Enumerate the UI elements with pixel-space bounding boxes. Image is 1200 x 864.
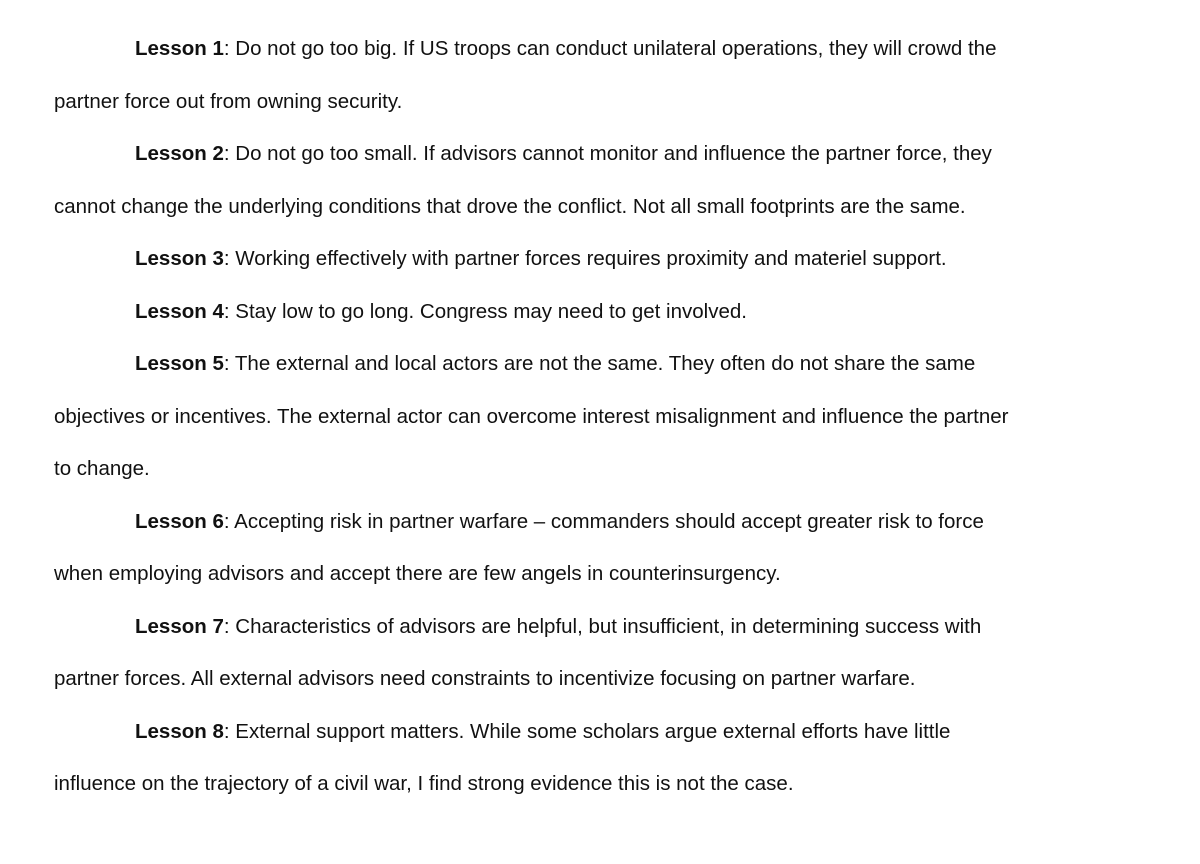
lesson-5-line-3: to change. xyxy=(54,457,150,480)
lesson-3-line-1: Working effectively with partner forces requires proximity and materiel support. xyxy=(235,247,947,270)
lesson-7-line-2: partner forces. All external advisors need constraints to incentivize focusing on partner warfare. xyxy=(54,667,916,690)
lesson-6-paragraph xyxy=(54,496,1134,601)
lesson-8-label: Lesson 8 xyxy=(135,719,224,743)
lesson-4-label: Lesson 4 xyxy=(135,299,224,323)
lesson-3-paragraph xyxy=(54,233,1134,286)
lesson-5-separator: : xyxy=(223,352,235,375)
lesson-6-line-2: when employing advisors and accept there are few angels in counterinsurgency. xyxy=(54,562,781,585)
lesson-8-line-2: influence on the trajectory of a civil war, I find strong evidence this is not the case. xyxy=(54,772,794,795)
lesson-8-line-1: External support matters. While some scholars argue external efforts have little xyxy=(235,719,951,743)
lesson-6-separator: : xyxy=(223,509,235,533)
lesson-2-paragraph xyxy=(54,128,1134,233)
lesson-3-separator: : xyxy=(223,247,236,270)
lesson-2-line-1: Do not go too small. If advisors cannot monitor and influence the partner force, they xyxy=(235,142,992,165)
lesson-7-label: Lesson 7 xyxy=(135,614,224,638)
lesson-6-label: Lesson 6 xyxy=(135,509,224,533)
document-page xyxy=(54,23,1134,811)
lesson-1-label: Lesson 1 xyxy=(135,37,224,60)
lesson-1-separator: : xyxy=(223,37,236,60)
lesson-5-line-1: The external and local actors are not the same. They often do not share the same xyxy=(234,352,976,375)
lesson-2-line-2: cannot change the underlying conditions that drove the conflict. Not all small footprints are the same. xyxy=(54,194,966,218)
lesson-7-separator: : xyxy=(223,614,236,638)
lesson-8-separator: : xyxy=(223,719,236,743)
lesson-1-line-1: Do not go too big. If US troops can conduct unilateral operations, they will crowd the xyxy=(235,37,997,60)
lesson-5-line-2: objectives or incentives. The external actor can overcome interest misalignment and influence the partner xyxy=(54,404,1009,428)
lesson-6-line-1: Accepting risk in partner warfare – commanders should accept greater risk to force xyxy=(234,509,984,533)
lesson-7-paragraph xyxy=(54,601,1134,706)
lesson-4-separator: : xyxy=(223,299,236,323)
lesson-7-line-1: Characteristics of advisors are helpful, but insufficient, in determining success with xyxy=(235,614,982,638)
lesson-1-paragraph xyxy=(54,23,1134,128)
lesson-5-paragraph xyxy=(54,338,1134,496)
lesson-4-paragraph xyxy=(54,286,1134,339)
lesson-5-label: Lesson 5 xyxy=(135,352,224,375)
lesson-8-paragraph xyxy=(54,706,1134,811)
lesson-2-label: Lesson 2 xyxy=(135,142,224,165)
lesson-1-line-2: partner force out from owning security. xyxy=(54,89,403,113)
lesson-4-line-1: Stay low to go long. Congress may need to get involved. xyxy=(235,299,747,323)
lesson-2-separator: : xyxy=(223,142,236,165)
lesson-3-label: Lesson 3 xyxy=(135,247,224,270)
